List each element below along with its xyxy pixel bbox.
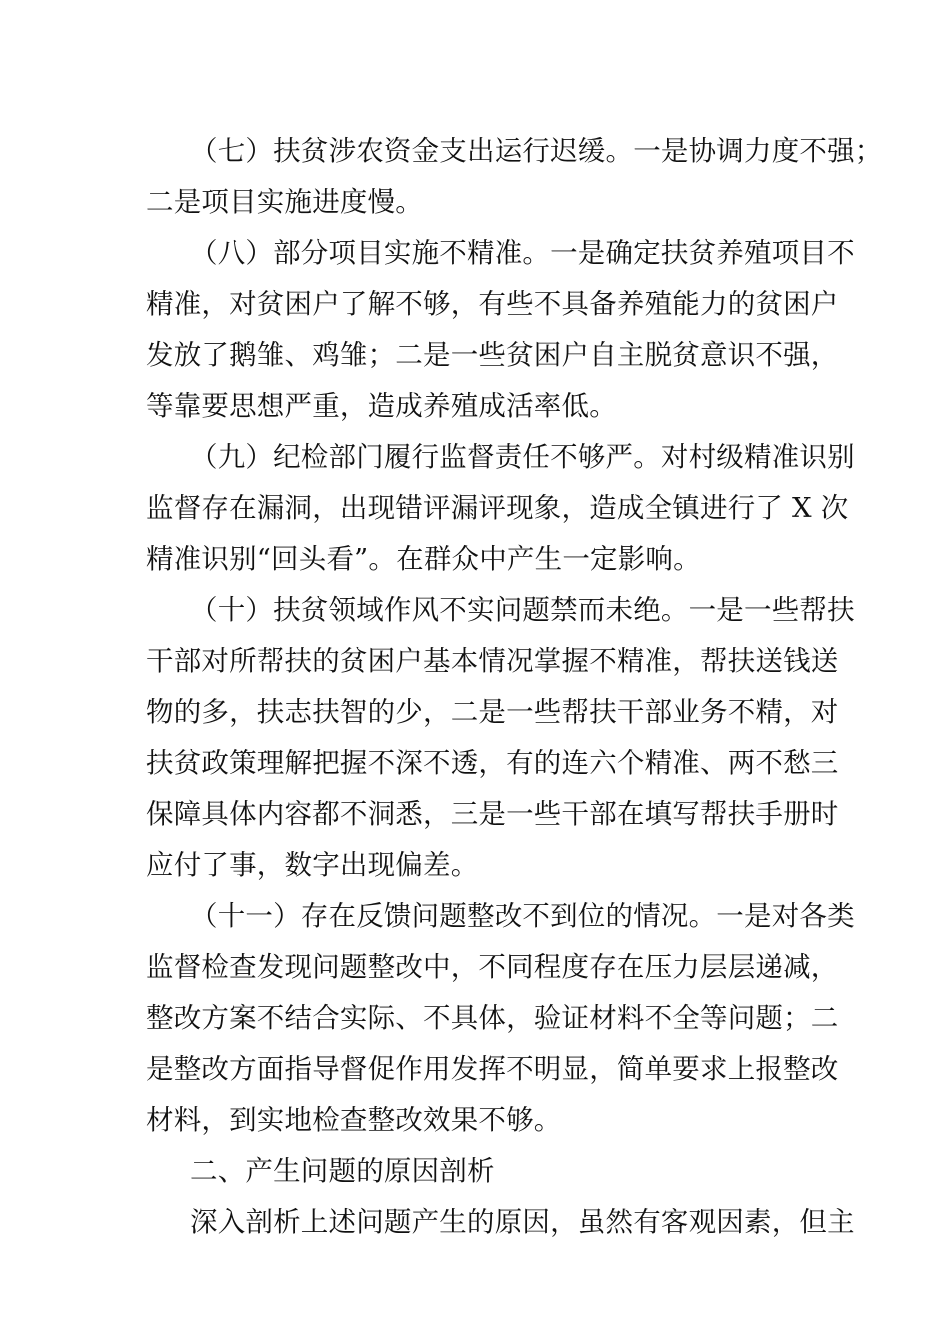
text-line: 精准，对贫困户了解不够，有些不具备养殖能力的贫困户 — [146, 288, 839, 320]
text-line: （七）扶贫涉农资金支出运行迟缓。一是协调力度不强； — [190, 135, 883, 167]
text-line: （十一）存在反馈问题整改不到位的情况。一是对各类 — [190, 900, 855, 932]
text-line: 保障具体内容都不洞悉，三是一些干部在填写帮扶手册时 — [146, 798, 839, 830]
paragraph-cause-analysis — [146, 1197, 855, 1248]
text-line: 干部对所帮扶的贫困户基本情况掌握不精准，帮扶送钱送 — [146, 645, 839, 677]
paragraph-9 — [146, 432, 855, 585]
text-line: 发放了鹅雏、鸡雏；二是一些贫困户自主脱贫意识不强， — [146, 339, 839, 371]
text-line: 材料，到实地检查整改效果不够。 — [146, 1104, 562, 1136]
text-line: 监督检查发现问题整改中，不同程度存在压力层层递减， — [146, 951, 839, 983]
text-line: （十）扶贫领域作风不实问题禁而未绝。一是一些帮扶 — [190, 594, 855, 626]
text-line: 应付了事，数字出现偏差。 — [146, 849, 479, 881]
document-body — [146, 126, 883, 1248]
text-line: （八）部分项目实施不精准。一是确定扶贫养殖项目不 — [190, 237, 855, 269]
text-line: 二是项目实施进度慢。 — [146, 186, 423, 218]
text-line: 监督存在漏洞，出现错评漏评现象，造成全镇进行了 X 次 — [146, 492, 849, 524]
paragraph-8 — [146, 228, 855, 432]
text-line: 物的多，扶志扶智的少，二是一些帮扶干部业务不精，对 — [146, 696, 839, 728]
text-line: 扶贫政策理解把握不深不透，有的连六个精准、两不愁三 — [146, 747, 839, 779]
paragraph-7 — [146, 126, 883, 228]
text-line: 整改方案不结合实际、不具体，验证材料不全等问题；二 — [146, 1002, 839, 1034]
section-heading-text: 二、产生问题的原因剖析 — [190, 1155, 495, 1187]
section-heading-2 — [146, 1146, 826, 1197]
text-line: （九）纪检部门履行监督责任不够严。对村级精准识别 — [190, 441, 855, 473]
paragraph-11 — [146, 891, 855, 1146]
text-line: 等靠要思想严重，造成养殖成活率低。 — [146, 390, 617, 422]
text-line: 是整改方面指导督促作用发挥不明显，简单要求上报整改 — [146, 1053, 839, 1085]
paragraph-10 — [146, 585, 855, 891]
text-line: 精准识别“回头看”。在群众中产生一定影响。 — [146, 543, 701, 575]
text-line: 深入剖析上述问题产生的原因，虽然有客观因素，但主 — [190, 1206, 855, 1238]
